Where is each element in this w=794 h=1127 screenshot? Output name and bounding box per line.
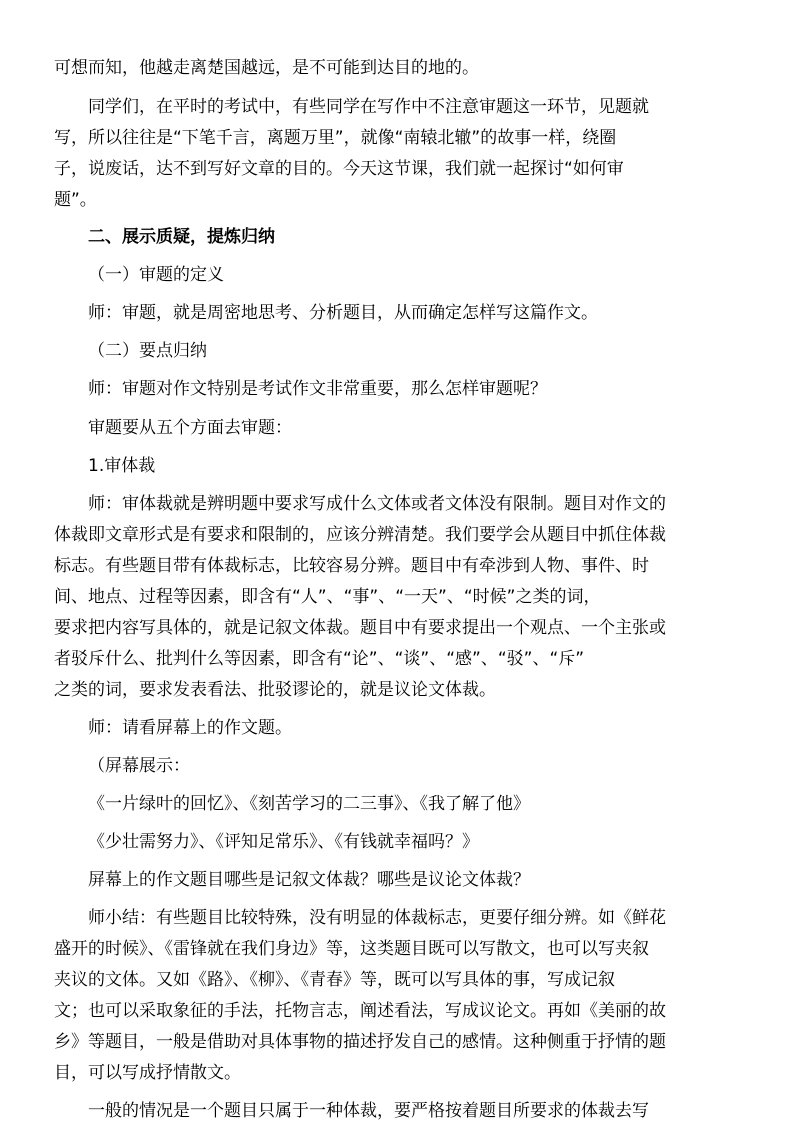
paragraph-line: （屏幕展示： <box>88 756 190 776</box>
paragraph-line: 写，所以往往是“下笔千言，离题万里”，就像“南辕北辙”的故事一样，绕圈 <box>54 128 617 148</box>
section-heading: 二、展示质疑，提炼归纳 <box>88 227 275 247</box>
list-heading: 1.审体裁 <box>88 456 156 476</box>
paragraph-line: 乡》等题目，一般是借助对具体事物的描述抒发自己的感情。这种侧重于抒情的题 <box>54 1032 666 1052</box>
paragraph-line: 题”。 <box>54 190 97 210</box>
paragraph-line: 师小结：有些题目比较特殊，没有明显的体裁标志，更要仔细分辨。如《鲜花 <box>88 908 666 928</box>
essay-title-list: 《一片绿叶的回忆》、《刻苦学习的二三事》、《我了解了他》 <box>88 794 530 814</box>
paragraph-line: 子，说废话，达不到写好文章的目的。今天这节课，我们就一起探讨“如何审 <box>54 159 624 179</box>
paragraph-line: 体裁即文章形式是有要求和限制的，应该分辨清楚。我们要学会从题目中抓住体裁 <box>54 525 666 545</box>
paragraph-line: 师：审题对作文特别是考试作文非常重要，那么怎样审题呢？ <box>88 379 547 399</box>
paragraph-line: 要求把内容写具体的，就是记叙文体裁。题目中有要求提出一个观点、一个主张或 <box>54 618 666 638</box>
paragraph-line: 师：审题，就是周密地思考、分析题目，从而确定怎样写这篇作文。 <box>88 303 598 323</box>
paragraph-line: 间、地点、过程等因素，即含有“人”、“事”、“一天”、“时候”之类的词， <box>54 587 601 607</box>
paragraph-line: 盛开的时候》、《雷锋就在我们身边》等，这类题目既可以写散文，也可以写夹叙 <box>54 939 649 959</box>
paragraph-line: 者驳斥什么、批判什么等因素，即含有“论”、“谈”、“感”、“驳”、“斥” <box>54 649 585 669</box>
paragraph-line: 可想而知，他越走离楚国越远，是不可能到达目的地的。 <box>54 58 479 78</box>
paragraph-line: 文；也可以采取象征的手法，托物言志，阐述看法，写成议论文。再如《美丽的故 <box>54 1001 666 1021</box>
subsection-heading: （二）要点归纳 <box>88 341 207 361</box>
paragraph-line: 标志。有些题目带有体裁标志，比较容易分辨。题目中有牵涉到人物、事件、时 <box>54 556 649 576</box>
paragraph-line: 屏幕上的作文题目哪些是记叙文体裁？哪些是议论文体裁？ <box>88 870 530 890</box>
paragraph-line: 审题要从五个方面去审题： <box>88 418 292 438</box>
paragraph-line: 师：请看屏幕上的作文题。 <box>88 718 292 738</box>
paragraph-line: 目，可以写成抒情散文。 <box>54 1063 241 1083</box>
paragraph-line: 师：审体裁就是辨明题中要求写成什么文体或者文体没有限制。题目对作文的 <box>88 494 666 514</box>
paragraph-line: 夹议的文体。又如《路》、《柳》、《青春》等，既可以写具体的事，写成记叙 <box>54 970 615 990</box>
paragraph-line: 之类的词，要求发表看法、批驳谬论的，就是议论文体裁。 <box>54 680 496 700</box>
paragraph-line: 一般的情况是一个题目只属于一种体裁，要严格按着题目所要求的体裁去写 <box>88 1101 649 1121</box>
paragraph-line: 同学们，在平时的考试中，有些同学在写作中不注意审题这一环节，见题就 <box>88 97 649 117</box>
essay-title-list: 《少壮需努力》、《评知足常乐》、《有钱就幸福吗？》 <box>88 832 479 852</box>
subsection-heading: （一）审题的定义 <box>88 265 224 285</box>
